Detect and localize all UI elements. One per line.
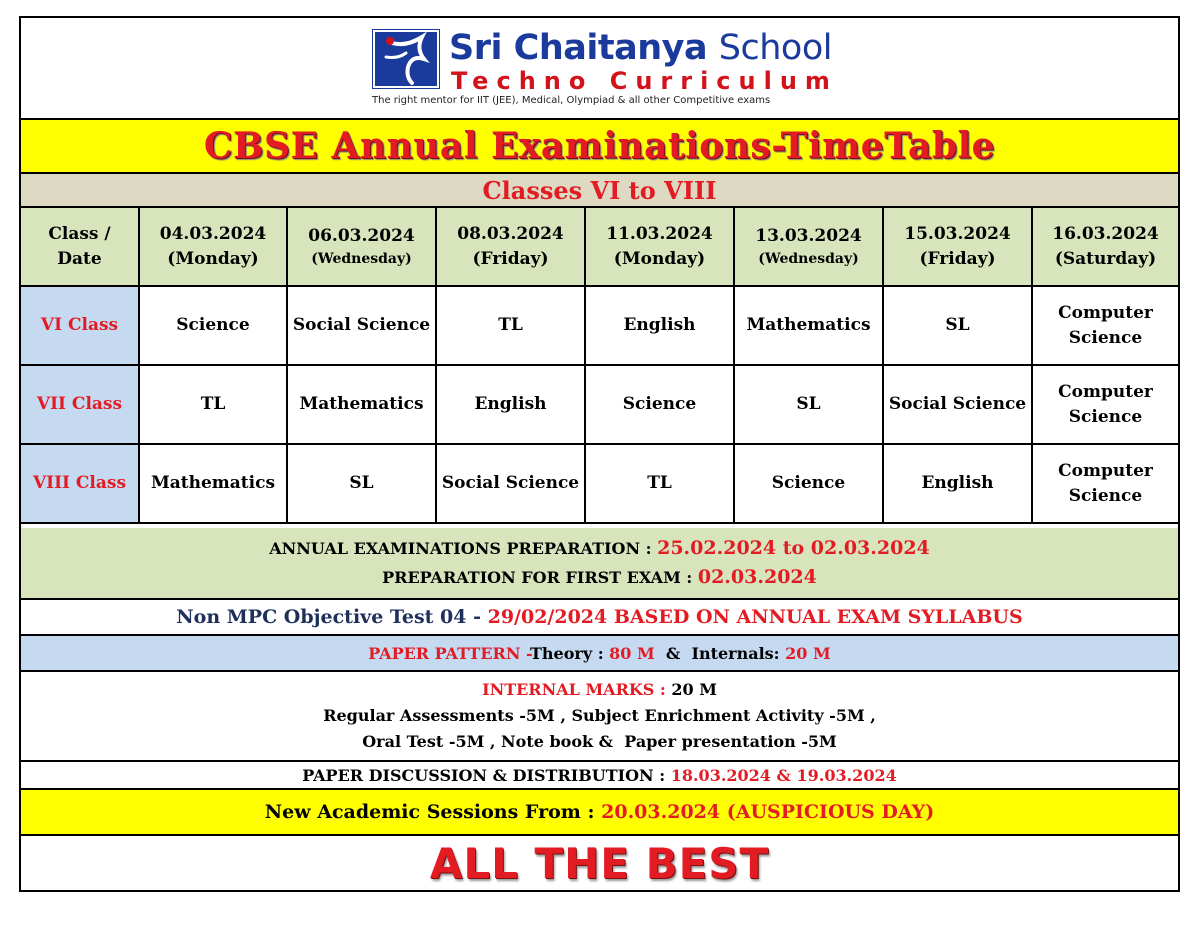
preparation-band bbox=[21, 528, 1178, 600]
internal-marks: 20 M bbox=[785, 643, 831, 663]
subject-cell: Computer Science bbox=[1032, 365, 1178, 444]
subject-cell: Social Science bbox=[883, 365, 1032, 444]
table-row bbox=[21, 444, 1178, 523]
date-header: 15.03.2024 (Friday) bbox=[883, 208, 1032, 286]
non-mpc-band bbox=[21, 600, 1178, 636]
date-header: 11.03.2024 (Monday) bbox=[585, 208, 734, 286]
subject-cell: Computer Science bbox=[1032, 444, 1178, 523]
all-the-best-text: ALL THE BEST bbox=[429, 838, 770, 888]
discussion-dates: 18.03.2024 & 19.03.2024 bbox=[670, 765, 897, 785]
internal-marks-line-3: Oral Test -5M , Note book & Paper presentation -5M bbox=[362, 732, 837, 751]
table-row bbox=[21, 286, 1178, 365]
preparation-line: ANNUAL EXAMINATIONS PREPARATION : 25.02.2024 to 02.03.2024 bbox=[269, 537, 930, 559]
internal-marks-band: INTERNAL MARKS : 20 M Regular Assessments -5M , Subject Enrichment Activity -5M , Oral Test -5M , Note book & Paper presentation -5M bbox=[21, 672, 1178, 762]
internal-marks-line-2: Regular Assessments -5M , Subject Enrichment Activity -5M , bbox=[323, 706, 876, 725]
theory-marks: 80 M bbox=[609, 643, 655, 663]
date-header: 04.03.2024 (Monday) bbox=[139, 208, 287, 286]
subject-cell: Mathematics bbox=[139, 444, 287, 523]
page-title-band bbox=[21, 120, 1178, 174]
school-logo-icon bbox=[372, 29, 440, 89]
date-header: 13.03.2024 (Wednesday) bbox=[734, 208, 883, 286]
subject-cell: Mathematics bbox=[734, 286, 883, 365]
subject-cell: TL bbox=[436, 286, 585, 365]
subject-cell: English bbox=[585, 286, 734, 365]
exam-timetable bbox=[21, 208, 1178, 524]
class-date-header: Class / Date bbox=[21, 208, 139, 286]
first-exam-date: 02.03.2024 bbox=[697, 566, 817, 588]
class-label: VIII Class bbox=[21, 444, 139, 523]
closing-band bbox=[21, 836, 1178, 890]
subject-cell: Science bbox=[139, 286, 287, 365]
subject-cell: TL bbox=[139, 365, 287, 444]
preparation-dates: 25.02.2024 to 02.03.2024 bbox=[657, 537, 930, 559]
internal-marks-total: 20 M bbox=[671, 680, 717, 699]
subject-cell: Computer Science bbox=[1032, 286, 1178, 365]
classes-subtitle: Classes VI to VIII bbox=[482, 175, 717, 205]
paper-discussion-band: PAPER DISCUSSION & DISTRIBUTION : 18.03.2024 & 19.03.2024 bbox=[21, 762, 1178, 790]
brand-tagline: The right mentor for IIT (JEE), Medical, Olympiad & all other Competitive exams bbox=[372, 95, 771, 106]
subject-cell: Mathematics bbox=[287, 365, 436, 444]
class-label: VII Class bbox=[21, 365, 139, 444]
date-header: 08.03.2024 (Friday) bbox=[436, 208, 585, 286]
subject-cell: Science bbox=[734, 444, 883, 523]
subject-cell: TL bbox=[585, 444, 734, 523]
brand-subtitle: Techno Curriculum bbox=[451, 67, 838, 95]
classes-subtitle-band bbox=[21, 174, 1178, 208]
first-exam-line: PREPARATION FOR FIRST EXAM : 02.03.2024 bbox=[382, 566, 817, 588]
subject-cell: SL bbox=[734, 365, 883, 444]
table-row bbox=[21, 365, 1178, 444]
subject-cell: Social Science bbox=[436, 444, 585, 523]
date-header: 06.03.2024 (Wednesday) bbox=[287, 208, 436, 286]
non-mpc-value: 29/02/2024 BASED ON ANNUAL EXAM SYLLABUS bbox=[487, 606, 1023, 628]
subject-cell: SL bbox=[287, 444, 436, 523]
subject-cell: English bbox=[436, 365, 585, 444]
subject-cell: English bbox=[883, 444, 1032, 523]
subject-cell: Science bbox=[585, 365, 734, 444]
subject-cell: SL bbox=[883, 286, 1032, 365]
new-session-date: 20.03.2024 (AUSPICIOUS DAY) bbox=[601, 801, 935, 823]
timetable-header-row bbox=[21, 208, 1178, 286]
class-label: VI Class bbox=[21, 286, 139, 365]
subject-cell: Social Science bbox=[287, 286, 436, 365]
non-mpc-label: Non MPC Objective Test 04 - bbox=[176, 606, 488, 628]
paper-pattern-band: PAPER PATTERN -Theory : 80 M & Internals: 20 M bbox=[21, 636, 1178, 672]
school-header bbox=[21, 18, 1178, 120]
brand-name: Sri Chaitanya School bbox=[449, 28, 832, 68]
timetable-sheet bbox=[19, 16, 1180, 892]
new-session-band: New Academic Sessions From : 20.03.2024 (AUSPICIOUS DAY) bbox=[21, 790, 1178, 836]
date-header: 16.03.2024 (Saturday) bbox=[1032, 208, 1178, 286]
page-title: CBSE Annual Examinations-TimeTable bbox=[203, 125, 996, 167]
